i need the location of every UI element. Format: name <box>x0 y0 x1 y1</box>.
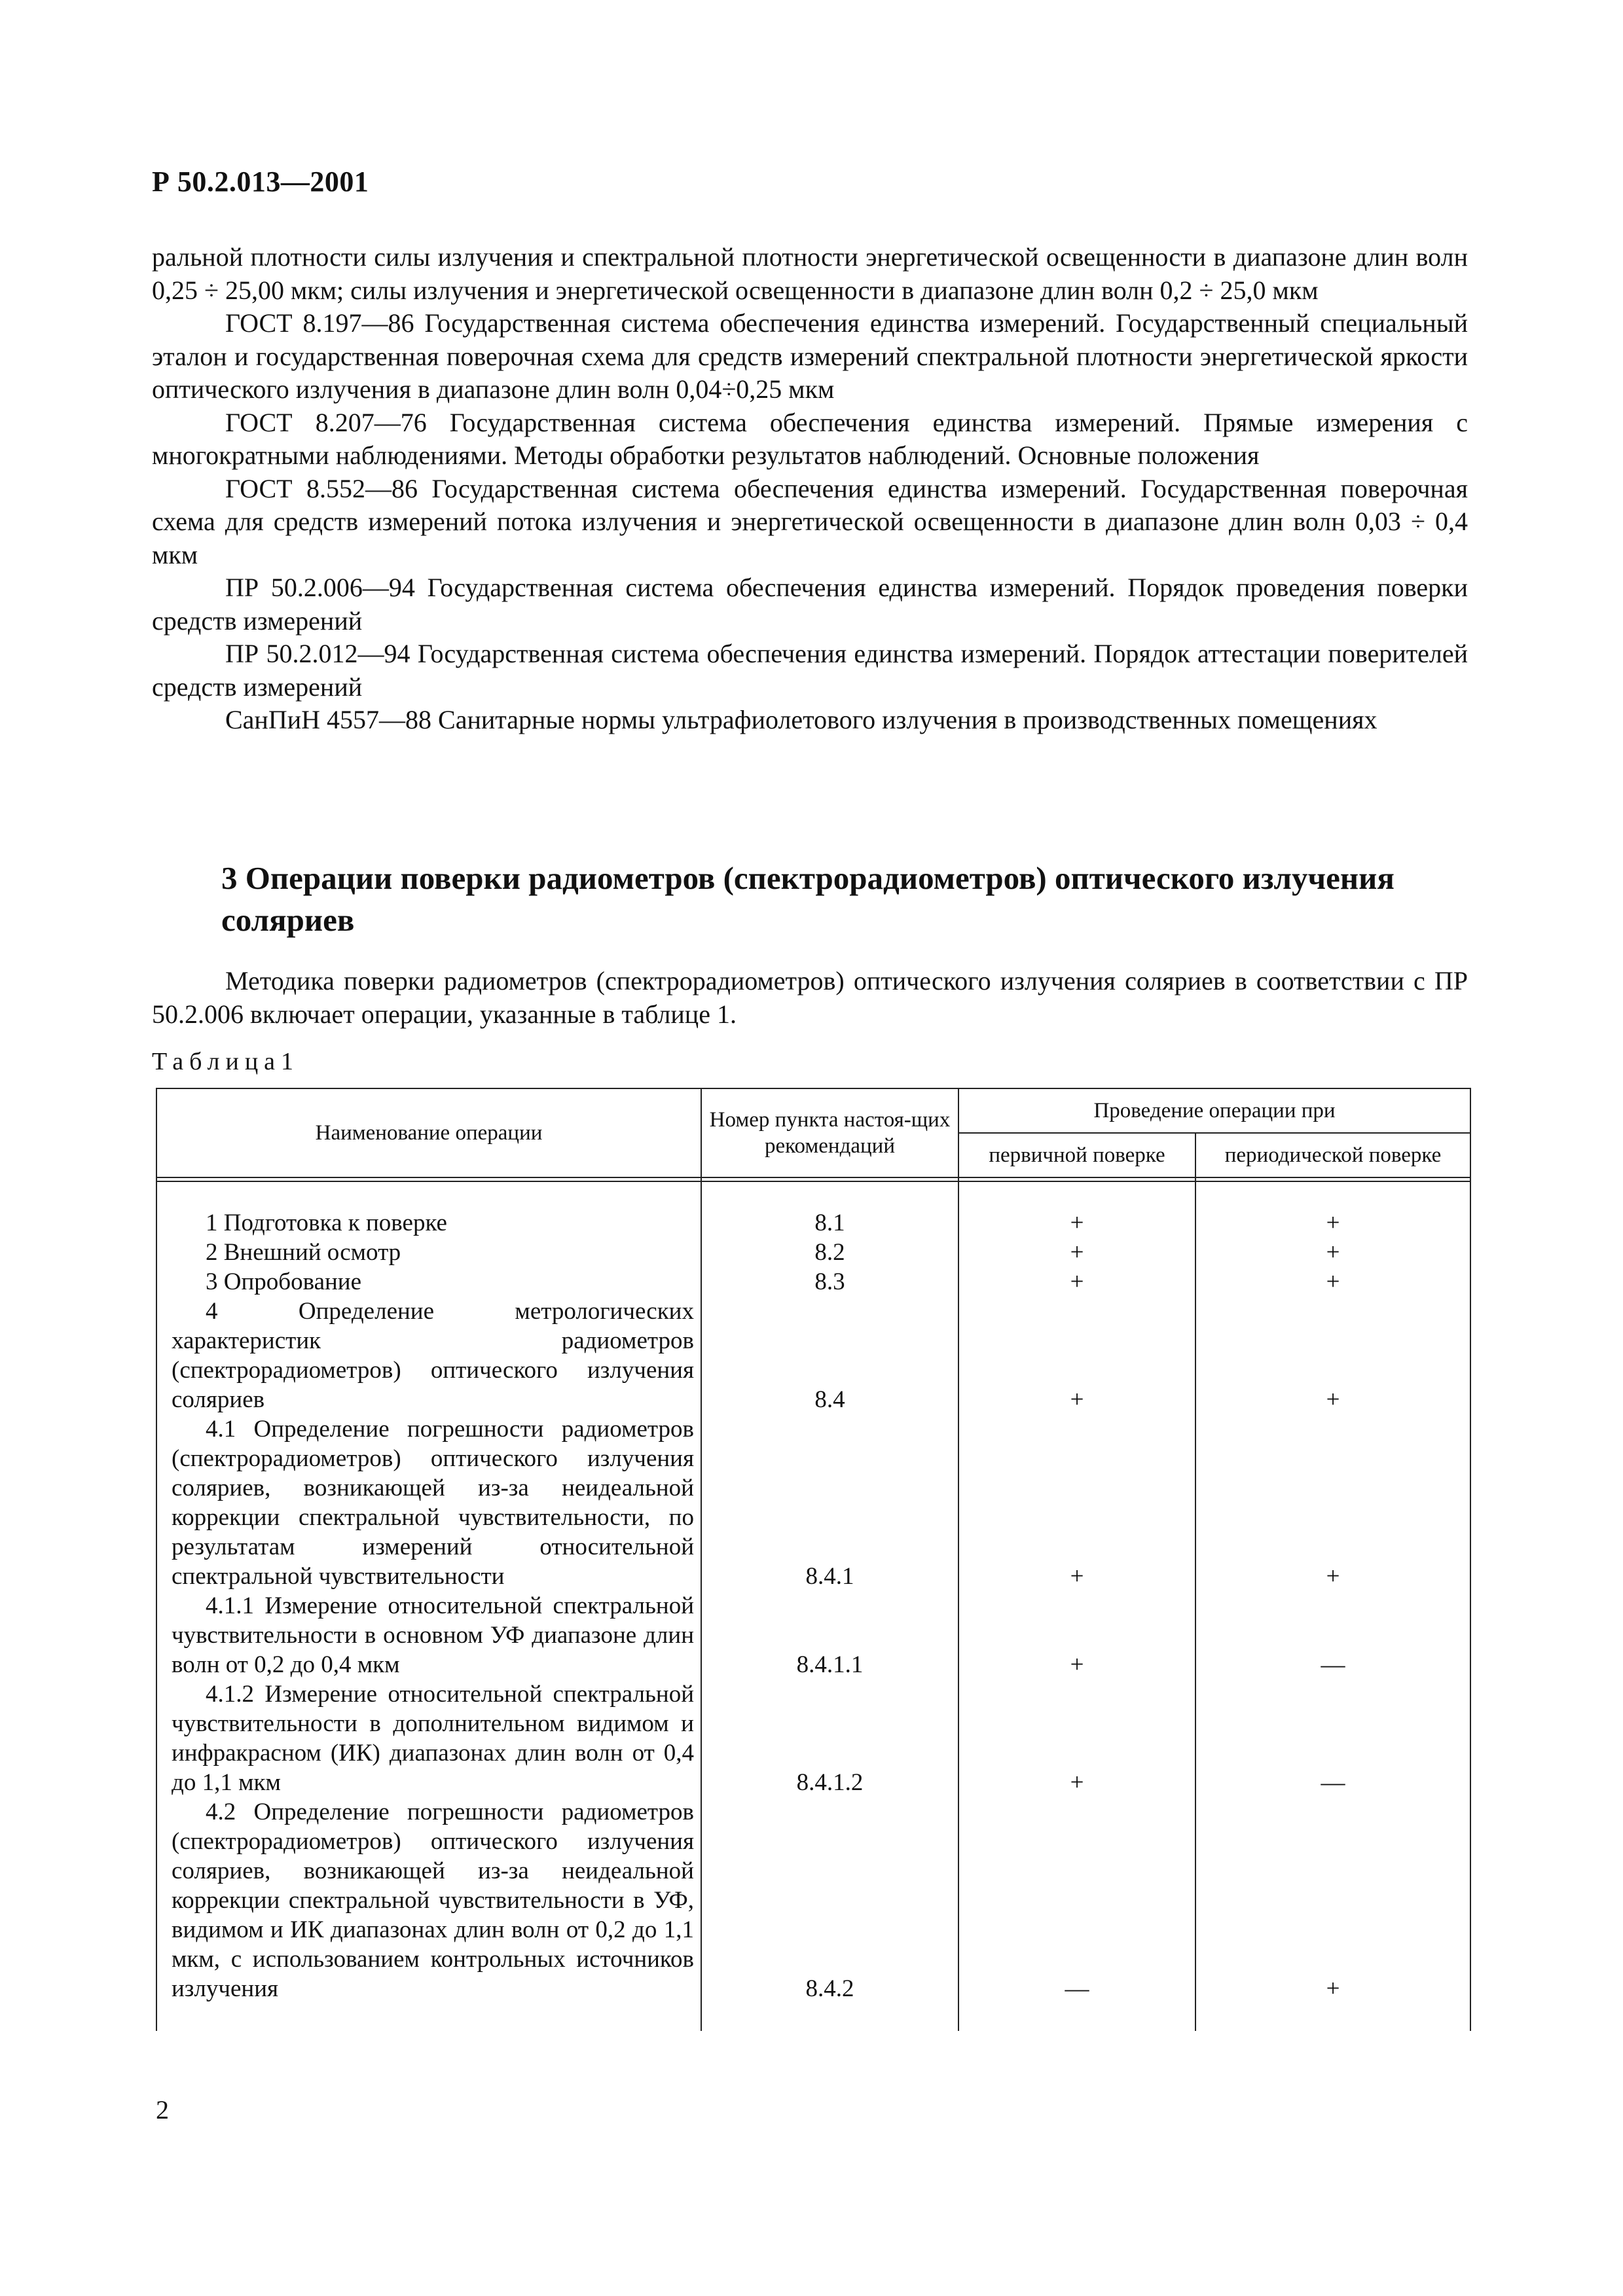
periodic-mark: + <box>1195 1238 1470 1267</box>
header-operation-name: Наименование операции <box>156 1088 701 1177</box>
primary-mark: + <box>958 1297 1195 1414</box>
periodic-mark: — <box>1195 1679 1470 1797</box>
page-number: 2 <box>156 2095 169 2125</box>
table-row <box>156 1267 1470 1297</box>
table-row <box>156 1679 1470 1797</box>
operation-name: 3 Опробование <box>206 1268 362 1295</box>
item-number: 8.4 <box>701 1297 958 1414</box>
periodic-mark: + <box>1195 1297 1470 1414</box>
primary-mark: + <box>958 1414 1195 1591</box>
item-number: 8.4.1.1 <box>701 1591 958 1679</box>
operation-name: 4.2 Определение погрешности радиометров (спектрорадиометров) оптического излучения соляриев, возникающей из-за неидеальной коррекции спектральной чувствительности в УФ, видимом и ИК диапазонах длин волн от 0,2 до 1,1 мкм, с использованием контрольных источников излучения <box>172 1799 694 2002</box>
paragraph: ГОСТ 8.552—86 Государственная система обеспечения единства измерений. Государственная поверочная схема для средств измерений потока излучения и энергетической освещенности в диапазоне длин волн 0,03 ÷ 0,4 мкм <box>152 473 1468 569</box>
table-row <box>156 1414 1470 1591</box>
header-periodic-verification: периодической поверке <box>1195 1133 1470 1177</box>
paragraph: ГОСТ 8.207—76 Государственная система обеспечения единства измерений. Прямые измерения с многократными наблюдениями. Методы обработки результатов наблюдений. Основные положения <box>152 407 1468 470</box>
item-number: 8.4.1.2 <box>701 1679 958 1797</box>
table-row <box>156 1238 1470 1267</box>
operation-name: 1 Подготовка к поверке <box>206 1210 447 1236</box>
paragraph: ГОСТ 8.197—86 Государственная система обеспечения единства измерений. Государственный специальный эталон и государственная поверочная схема для средств измерений спектральной плотности энергетической яркости оптического излучения в диапазоне длин волн 0,04÷0,25 мкм <box>152 308 1468 404</box>
header-item-number: Номер пункта настоя-щих рекомендаций <box>701 1088 958 1177</box>
primary-mark: + <box>958 1238 1195 1267</box>
periodic-mark: — <box>1195 1591 1470 1679</box>
table-row <box>156 1591 1470 1679</box>
header-primary-verification: первичной поверке <box>958 1133 1195 1177</box>
item-number: 8.3 <box>701 1267 958 1297</box>
table-row <box>156 1297 1470 1414</box>
primary-mark: + <box>958 1181 1195 1238</box>
table-caption: Таблица1 <box>152 1048 300 1075</box>
paragraph: СанПиН 4557—88 Санитарные нормы ультрафиолетового излучения в производственных помещениях <box>225 705 1377 734</box>
paragraph: ральной плотности силы излучения и спектральной плотности энергетической освещенности в диапазоне длин волн 0,25 ÷ 25,00 мкм; силы излучения и энергетической освещенности в диапазоне длин волн 0,2 ÷ 25,0 мкм <box>152 242 1468 305</box>
header-operation-group: Проведение операции при <box>958 1088 1470 1133</box>
section-intro <box>152 965 1468 1031</box>
document-id: Р 50.2.013—2001 <box>152 166 369 198</box>
item-number: 8.4.1 <box>701 1414 958 1591</box>
operation-name: 2 Внешний осмотр <box>206 1239 401 1266</box>
table-row <box>156 1181 1470 1238</box>
operations-table <box>156 1088 1471 2031</box>
primary-mark: + <box>958 1591 1195 1679</box>
operation-name: 4.1.1 Измерение относительной спектральной чувствительности в основном УФ диапазоне длин волн от 0,2 до 0,4 мкм <box>172 1592 694 1678</box>
paragraph: ПР 50.2.012—94 Государственная система обеспечения единства измерений. Порядок аттестации поверителей средств измерений <box>152 639 1468 702</box>
operation-name: 4.1.2 Измерение относительной спектральной чувствительности в дополнительном видимом и инфракрасном (ИК) диапазонах длин волн от 0,4 до 1,1 мкм <box>172 1681 694 1796</box>
primary-mark: + <box>958 1679 1195 1797</box>
intro-paragraph: Методика поверки радиометров (спектрорадиометров) оптического излучения соляриев в соответствии с ПР 50.2.006 включает операции, указанные в таблице 1. <box>152 966 1468 1029</box>
primary-mark: — <box>958 1797 1195 2031</box>
operation-name: 4.1 Определение погрешности радиометров (спектрорадиометров) оптического излучения соляриев, возникающей из-за неидеальной коррекции спектральной чувствительности, по результатам измерений относительной спектральной чувствительности <box>172 1416 694 1590</box>
item-number: 8.2 <box>701 1238 958 1267</box>
normative-references <box>152 241 1468 737</box>
paragraph: ПР 50.2.006—94 Государственная система обеспечения единства измерений. Порядок проведения поверки средств измерений <box>152 573 1468 636</box>
periodic-mark: + <box>1195 1267 1470 1297</box>
table-row <box>156 1797 1470 2031</box>
item-number: 8.1 <box>701 1181 958 1238</box>
section-heading: 3 Операции поверки радиометров (спектрорадиометров) оптического излучения соляриев <box>221 860 1395 938</box>
item-number: 8.4.2 <box>701 1797 958 2031</box>
periodic-mark: + <box>1195 1414 1470 1591</box>
operation-name: 4 Определение метрологических характеристик радиометров (спектрорадиометров) оптического излучения соляриев <box>172 1298 694 1413</box>
periodic-mark: + <box>1195 1797 1470 2031</box>
periodic-mark: + <box>1195 1181 1470 1238</box>
primary-mark: + <box>958 1267 1195 1297</box>
